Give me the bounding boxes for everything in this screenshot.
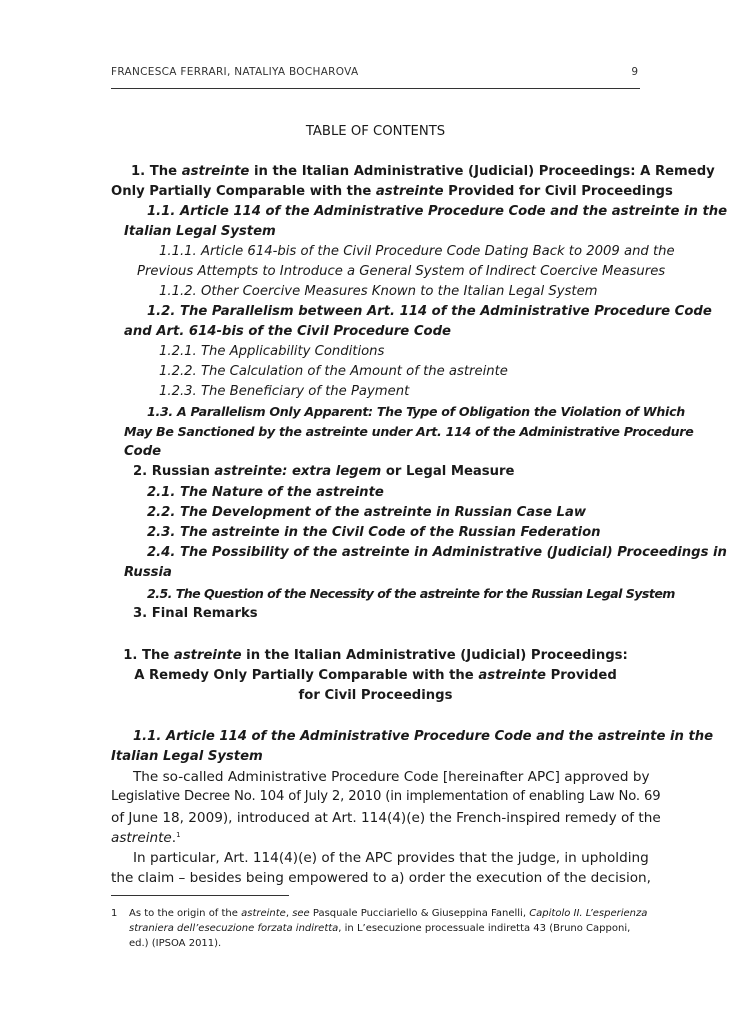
footnote-line-3: ed.) (IPSOA 2011).: [129, 938, 222, 949]
toc-entry-2-4-cont[interactable]: Russia: [124, 565, 172, 580]
paragraph-1-line-2: Legislative Decree No. 104 of July 2, 2010 (in implementation of enabling Law No. 69: [111, 789, 661, 804]
toc-entry-1-1-1-cont[interactable]: Previous Attempts to Introduce a General System of Indirect Coercive Measures: [137, 264, 666, 279]
toc-entry-1[interactable]: 1. The astreinte in the Italian Administrative (Judicial) Proceedings: A Remedy: [131, 164, 715, 179]
section-heading-1: 1. The astreinte in the Italian Administrative (Judicial) Proceedings:: [123, 648, 628, 663]
toc-entry-1-1-1[interactable]: 1.1.1. Article 614-bis of the Civil Procedure Code Dating Back to 2009 and the: [159, 244, 675, 259]
section-heading-1-cont: A Remedy Only Partially Comparable with the astreinte Provided: [134, 668, 617, 683]
toc-entry-1-1[interactable]: 1.1. Article 114 of the Administrative Procedure Code and the astreinte in the: [147, 204, 728, 219]
paragraph-1-line-4: astreinte.$^1$: [111, 830, 181, 846]
toc-entry-1-3-cont2[interactable]: Code: [124, 444, 162, 459]
paragraph-1-line-1: The so-called Administrative Procedure Code [hereinafter APC] approved by: [133, 769, 650, 785]
section-heading-1-1-cont: Italian Legal System: [111, 749, 263, 764]
footnote-ref-1[interactable]: 1: [176, 831, 181, 839]
section-heading-1-cont2: for Civil Proceedings: [298, 688, 453, 703]
toc-title: TABLE OF CONTENTS: [305, 124, 446, 139]
section-heading-1-1: 1.1. Article 114 of the Administrative Procedure Code and the astreinte in the: [133, 729, 714, 744]
toc-entry-3[interactable]: 3. Final Remarks: [133, 606, 258, 621]
toc-entry-1-2-3[interactable]: 1.2.3. The Beneficiary of the Payment: [159, 384, 410, 399]
paragraph-2-line-2: the claim – besides being empowered to a) order the execution of the decision,: [111, 870, 651, 886]
footnote-line-1: As to the origin of the astreinte, see Pasquale Pucciariello & Giuseppina Fanelli, Capitolo II. L’esperienza: [129, 908, 648, 919]
toc-entry-1-2-2[interactable]: 1.2.2. The Calculation of the Amount of the astreinte: [159, 364, 508, 379]
page-number: 9: [631, 66, 638, 78]
toc-entry-1-3-cont[interactable]: May Be Sanctioned by the astreinte under Art. 114 of the Administrative Procedure: [124, 424, 694, 439]
toc-entry-1-2-cont[interactable]: and Art. 614-bis of the Civil Procedure Code: [124, 324, 451, 339]
toc-entry-1-cont[interactable]: Only Partially Comparable with the astreinte Provided for Civil Proceedings: [111, 184, 673, 199]
toc-entry-2-2[interactable]: 2.2. The Development of the astreinte in Russian Case Law: [147, 505, 587, 520]
toc-entry-2[interactable]: 2. Russian astreinte: extra legem or Legal Measure: [133, 464, 515, 479]
toc-entry-1-2[interactable]: 1.2. The Parallelism between Art. 114 of the Administrative Procedure Code: [147, 304, 712, 319]
toc-entry-2-1[interactable]: 2.1. The Nature of the astreinte: [147, 485, 384, 500]
running-header-authors: FRANCESCA FERRARI, NATALIYA BOCHAROVA: [111, 66, 359, 78]
toc-entry-1-1-cont[interactable]: Italian Legal System: [124, 224, 276, 239]
paragraph-1-line-3: of June 18, 2009), introduced at Art. 114(4)(e) the French-inspired remedy of the: [111, 810, 661, 826]
footnote-divider: [111, 895, 289, 896]
paragraph-2-line-1: In particular, Art. 114(4)(e) of the APC provides that the judge, in upholding: [133, 850, 649, 866]
footnote-line-2: straniera dell’esecuzione forzata indiretta, in L’esecuzione processuale indiretta 43 (Bruno Capponi,: [129, 923, 631, 934]
toc-entry-2-4[interactable]: 2.4. The Possibility of the astreinte in Administrative (Judicial) Proceedings in: [147, 545, 727, 560]
toc-entry-1-3[interactable]: 1.3. A Parallelism Only Apparent: The Type of Obligation the Violation of Which: [147, 404, 685, 419]
footnote-number: 1: [111, 908, 118, 919]
toc-entry-1-1-2[interactable]: 1.1.2. Other Coercive Measures Known to the Italian Legal System: [159, 284, 598, 299]
running-header: [111, 66, 640, 89]
toc-entry-2-3[interactable]: 2.3. The astreinte in the Civil Code of the Russian Federation: [147, 525, 601, 540]
toc-entry-1-2-1[interactable]: 1.2.1. The Applicability Conditions: [159, 344, 385, 359]
toc-entry-2-5[interactable]: 2.5. The Question of the Necessity of the astreinte for the Russian Legal System: [147, 586, 675, 601]
